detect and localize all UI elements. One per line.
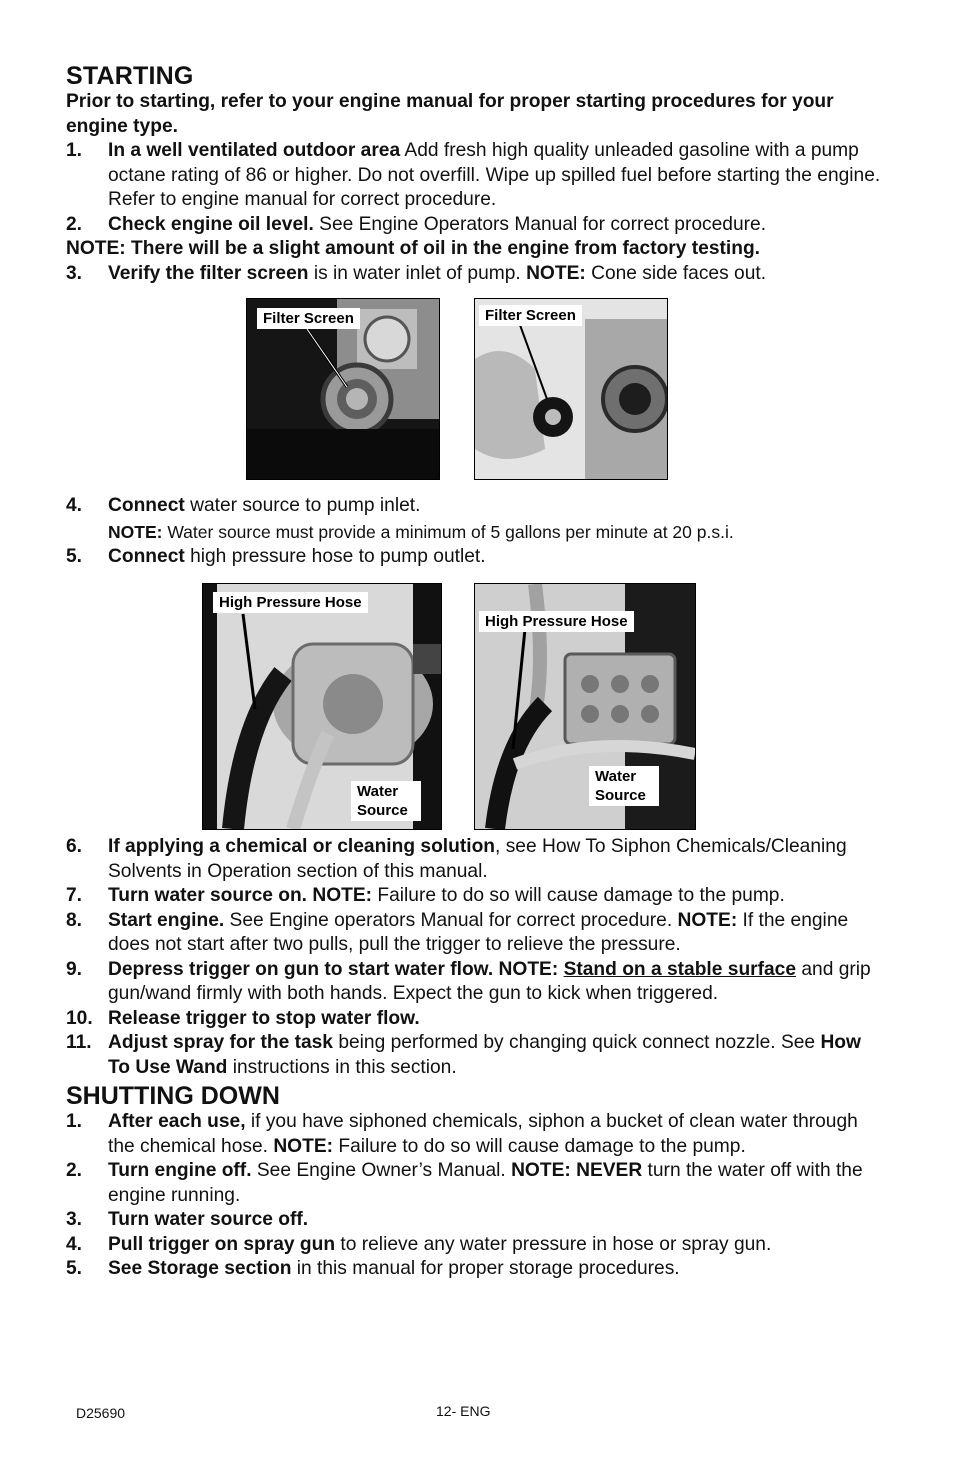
step-number: 10. xyxy=(66,1007,93,1029)
step-7 xyxy=(66,884,886,909)
filter-screen-label: Filter Screen xyxy=(479,305,582,326)
step-bold: After each use, xyxy=(108,1111,246,1132)
step-number: 1. xyxy=(66,140,83,161)
shutdown-step-3 xyxy=(66,1208,886,1233)
page-number: 12- ENG xyxy=(436,1403,491,1419)
filter-screen-label: Filter Screen xyxy=(257,308,360,329)
pump-hose-photo-right xyxy=(474,583,696,830)
step-text: in this manual for proper storage procedures. xyxy=(291,1258,680,1279)
step-bold: Depress trigger on gun to start water flow. NOTE: xyxy=(108,958,564,980)
step-11 xyxy=(66,1031,886,1080)
step-text: See Engine Operators Manual for correct procedure. xyxy=(313,213,767,235)
step-bold: Pull trigger on spray gun xyxy=(108,1233,336,1255)
step-number: 2. xyxy=(66,1160,83,1181)
step-8 xyxy=(66,909,886,958)
step-text-2: Failure to do so will cause damage to the pump. xyxy=(333,1135,746,1157)
step-bold: Turn water source off. xyxy=(108,1209,309,1230)
step-number: 2. xyxy=(66,213,83,235)
pump-hose-photo-left xyxy=(202,583,442,830)
step-text: See Engine operators Manual for correct procedure. xyxy=(224,909,678,931)
water-source-label: Water Source xyxy=(589,766,659,806)
step-number: 5. xyxy=(66,545,83,567)
step-text: , see How To Siphon Chemicals/Cleaning Solvents in Operation section of this manual. xyxy=(108,836,847,882)
document-id: D25690 xyxy=(76,1405,126,1421)
step-text-2: If the engine does not start after two pulls, pull the trigger to relieve the pressure. xyxy=(108,909,849,955)
step-number: 5. xyxy=(66,1258,83,1279)
starting-intro: Prior to starting, refer to your engine manual for proper starting procedures for your engine type. xyxy=(66,91,834,137)
step-4 xyxy=(66,494,886,519)
shutdown-step-5 xyxy=(66,1257,886,1282)
step-text: Add fresh high quality unleaded gasoline with a pump octane rating of 86 or higher. Do not overfill. Wipe up spilled fuel before starting the engine. Refer to engine manual for correct procedure. xyxy=(108,140,881,210)
step-bold: See Storage section xyxy=(108,1258,292,1279)
step-text-2: turn the water off with the engine running. xyxy=(108,1160,863,1206)
step-3 xyxy=(66,262,886,287)
step-bold: Connect xyxy=(108,495,185,516)
hand-holding-filter-illustration xyxy=(475,299,667,479)
hose-photo-row xyxy=(66,569,886,847)
filter-screen-photo-left xyxy=(246,298,440,480)
step-number: 9. xyxy=(66,958,83,980)
step-bold: Start engine. xyxy=(108,909,225,931)
step-10 xyxy=(66,1007,886,1032)
step-text: Failure to do so will cause damage to the pump. xyxy=(372,885,785,906)
step-number: 3. xyxy=(66,1209,83,1230)
step-text: high pressure hose to pump outlet. xyxy=(184,545,486,567)
shutdown-step-4 xyxy=(66,1233,886,1258)
step-number: 4. xyxy=(66,1233,83,1255)
step-bold: Turn engine off. xyxy=(108,1160,252,1181)
step-9 xyxy=(66,958,886,1007)
filter-screen-photo-right xyxy=(474,298,668,480)
filter-photo-row xyxy=(66,286,886,496)
step-bold: Verify the filter screen xyxy=(108,262,309,284)
water-note xyxy=(108,519,886,545)
step-text: water source to pump inlet. xyxy=(184,495,421,516)
step-number: 11. xyxy=(66,1032,92,1053)
step-bold: Release trigger to stop water flow. xyxy=(108,1007,420,1029)
step-text: and grip gun/wand firmly with both hands. Expect the gun to kick when triggered. xyxy=(108,958,871,1004)
step-bold-2: NOTE: xyxy=(526,262,586,284)
step-bold-2: NOTE: xyxy=(273,1135,334,1157)
step-number: 3. xyxy=(66,262,83,284)
step-bold: Check engine oil level. xyxy=(108,213,314,235)
step-2 xyxy=(66,213,886,238)
step-bold-2: NOTE: xyxy=(677,909,738,931)
high-pressure-hose-label: High Pressure Hose xyxy=(213,592,368,613)
step-number: 6. xyxy=(66,836,83,857)
step-bold: If applying a chemical or cleaning solution xyxy=(108,836,496,857)
step-text: to relieve any water pressure in hose or spray gun. xyxy=(335,1233,772,1255)
step-text: is in water inlet of pump. xyxy=(308,262,527,284)
shutting-down-heading: SHUTTING DOWN xyxy=(66,1082,280,1110)
step-bold: Adjust spray for the task xyxy=(108,1032,333,1053)
starting-heading: STARTING xyxy=(66,62,194,90)
step-bold-2: NOTE: NEVER xyxy=(511,1160,643,1181)
step-text: being performed by changing quick connect nozzle. See xyxy=(332,1032,821,1053)
water-note-text: Water source must provide a minimum of 5 gallons per minute at 20 p.s.i. xyxy=(162,521,734,542)
step-bold: Turn water source on. NOTE: xyxy=(108,885,373,906)
step-bold-2: How To Use Wand xyxy=(108,1032,861,1078)
oil-note: NOTE: There will be a slight amount of oil in the engine from factory testing. xyxy=(66,238,761,259)
step-bold: In a well ventilated outdoor area xyxy=(108,140,401,161)
step-text-2: Cone side faces out. xyxy=(585,262,767,284)
step-text: if you have siphoned chemicals, siphon a bucket of clean water through the chemical hose. xyxy=(108,1111,858,1157)
step-number: 1. xyxy=(66,1111,83,1132)
step-number: 4. xyxy=(66,495,83,516)
step-1 xyxy=(66,139,886,213)
water-source-label: Water Source xyxy=(351,781,421,821)
step-number: 8. xyxy=(66,909,83,931)
high-pressure-hose-label: High Pressure Hose xyxy=(479,611,634,632)
shutdown-step-2 xyxy=(66,1159,886,1208)
step-5 xyxy=(66,545,886,570)
step-underline: Stand on a stable surface xyxy=(563,958,797,980)
step-bold: Connect xyxy=(108,545,185,567)
shutdown-step-1 xyxy=(66,1110,886,1159)
step-text-2: instructions in this section. xyxy=(227,1056,457,1078)
water-note-bold: NOTE: xyxy=(108,521,163,542)
step-number: 7. xyxy=(66,885,83,906)
manual-page xyxy=(66,62,886,1282)
step-text: See Engine Owner’s Manual. xyxy=(251,1160,512,1181)
